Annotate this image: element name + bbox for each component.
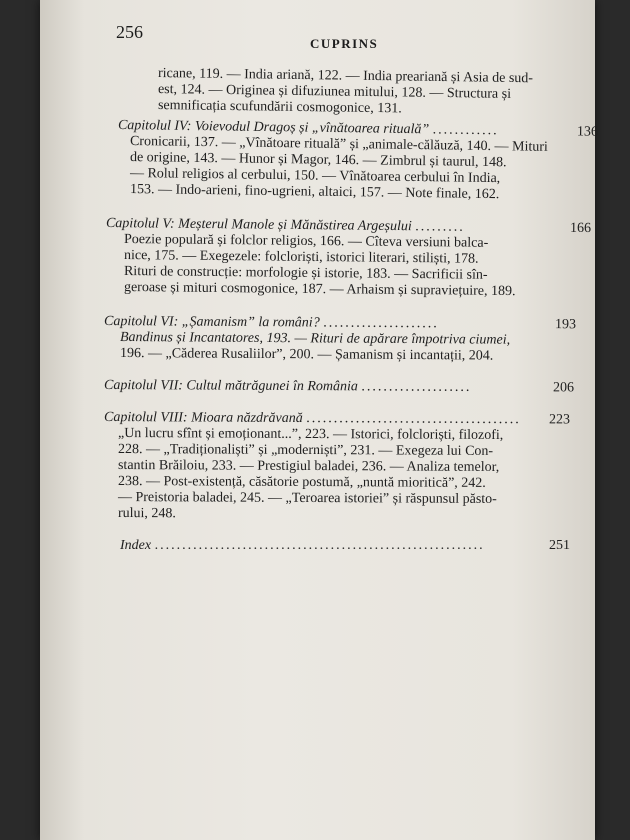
leader-dots: ............................................................ xyxy=(154,538,485,553)
toc-detail-line: Cronicarii, 137. — „Vînătoare rituală” și „animale-călăuză, 140. — Mituri xyxy=(129,134,548,155)
toc-cont-line: est, 124. — Originea și difuziunea mitului, 128. — Structura și xyxy=(157,82,512,102)
chapter-5-title: Capitolul V: Meșterul Manole și Mănăstirea Argeșului xyxy=(105,216,412,235)
toc-detail-line: de origine, 143. — Hunor și Magor, 146. — Zimbrul și taurul, 148. xyxy=(129,150,507,171)
chapter-7-title: Capitolul VII: Cultul mătrăgunei în România xyxy=(103,378,358,395)
toc-detail-line: geroase și mituri cosmogonice, 187. — Arhaism și supraviețuire, 189. xyxy=(123,280,516,300)
toc-cont-line: ricane, 119. — India ariană, 122. — India preariană și Asia de sud- xyxy=(157,66,534,87)
leader-dots: ......... xyxy=(415,219,465,235)
toc-detail-line: Bandinus și Incantatores, 193. — Rituri de apărare împotriva ciumei, xyxy=(119,330,511,348)
chapter-8-title: Capitolul VIII: Mioara năzdrăvană xyxy=(103,410,303,427)
index-page: 251 xyxy=(549,538,570,553)
toc-detail-line: Rituri de construcție: morfologie și istorie, 183. — Sacrificii sîn- xyxy=(123,264,488,283)
leader-dots: .................... xyxy=(361,379,472,395)
toc-chapter-7 xyxy=(104,378,574,396)
toc-detail-line: 196. — „Căderea Rusaliilor”, 200. — Șamanism și incantații, 204. xyxy=(119,346,494,364)
toc-cont-line: semnificația scufundării cosmogonice, 131. xyxy=(157,98,402,117)
page-number: 256 xyxy=(116,22,143,42)
toc-detail-line: Poezie populară și folclor religios, 166. — Cîteva versiuni balca- xyxy=(123,232,489,251)
index-title: Index xyxy=(120,538,152,553)
toc-detail-line: rului, 248. xyxy=(117,506,176,522)
chapter-5-page: 166 xyxy=(569,220,592,237)
running-head: CUPRINS xyxy=(310,36,379,51)
toc-detail-line: stantin Brăiloiu, 233. — Prestigiul baladei, 236. — Analiza temelor, xyxy=(117,458,500,475)
toc-detail-line: — Rolul religios al cerbului, 150. — Vînătoarea cerbului în India, xyxy=(129,166,501,187)
toc-detail-line: nice, 175. — Exegezele: folcloriști, istorici literari, stiliști, 178. xyxy=(123,248,479,267)
toc-detail-line: 238. — Post-existență, căsătorie postumă, „nuntă mioritică”, 242. xyxy=(117,474,486,491)
book-page xyxy=(40,0,599,840)
show-through-area xyxy=(100,560,575,780)
leader-dots: ..................... xyxy=(323,315,439,332)
chapter-7-page: 206 xyxy=(552,380,575,396)
toc-detail-line: 153. — Indo-arieni, fino-ugrieni, altaici, 157. — Note finale, 162. xyxy=(129,182,500,203)
chapter-4-page: 136 xyxy=(576,124,599,140)
page-header xyxy=(40,20,595,50)
toc-detail-line: — Preistoria baladei, 245. — „Teroarea istoriei” și răspunsul păsto- xyxy=(117,490,497,507)
toc-detail-line: „Un lucru sfînt și emoționant...”, 223. — Istorici, folcloriști, filozofi, xyxy=(117,426,504,444)
chapter-8-page: 223 xyxy=(548,412,571,428)
leader-dots: ....................................... xyxy=(306,411,521,428)
chapter-6-title: Capitolul VI: „Șamanism” la români? xyxy=(103,314,320,331)
chapter-4-title: Capitolul IV: Voievodul Dragoș și „vînătoarea rituală” xyxy=(117,118,430,138)
leader-dots: ............ xyxy=(432,122,499,139)
chapter-6-page: 193 xyxy=(554,317,577,333)
toc-detail-line: 228. — „Tradiționaliști” și „moderniști”, 231. — Exegeza lui Con- xyxy=(117,442,494,459)
toc-index xyxy=(120,538,570,554)
